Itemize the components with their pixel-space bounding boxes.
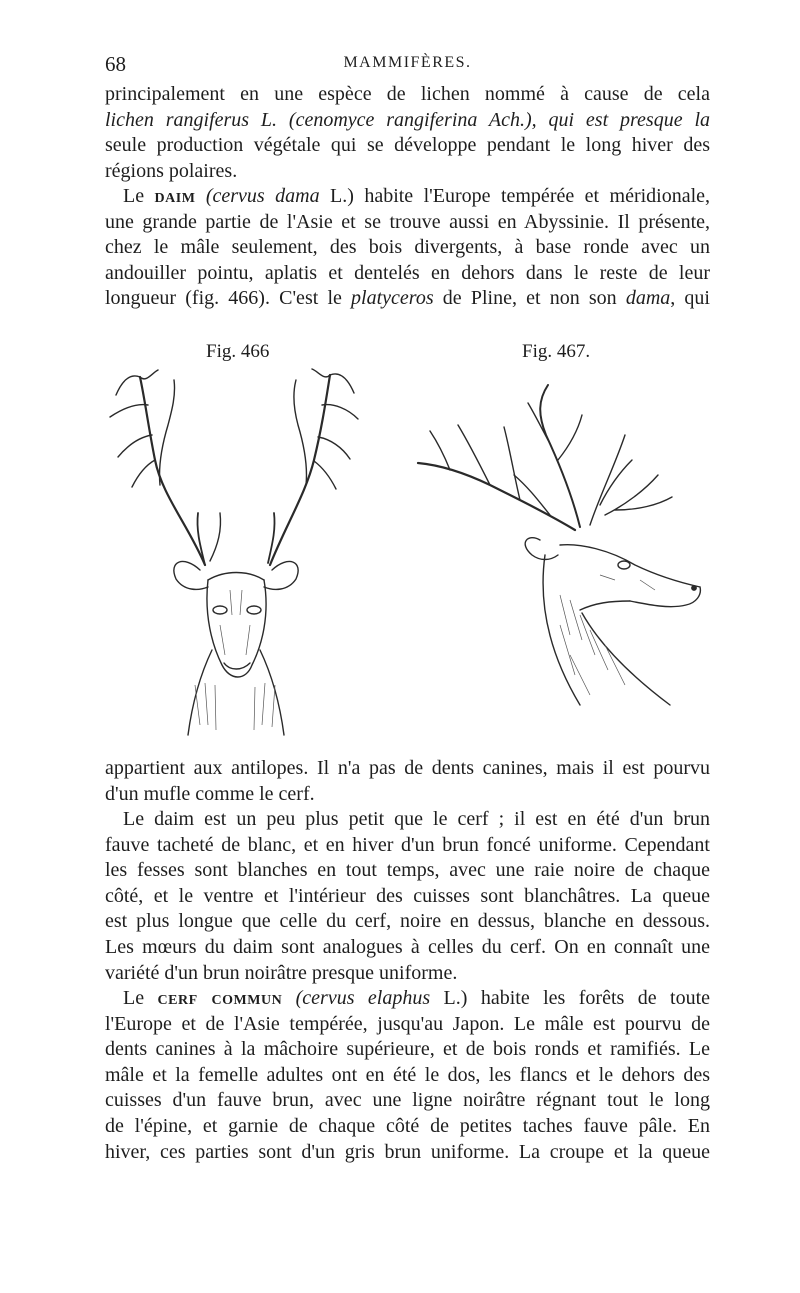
text-line: chez le mâle seulement, des bois divergents, à base ronde avec un (105, 236, 710, 259)
text-line: d'un mufle comme le cerf. (105, 782, 315, 805)
text-line: de l'épine, et garnie de chaque côté de petites taches fauve pâle. En (105, 1114, 710, 1137)
text-line: régions polaires. (105, 159, 238, 182)
text-line (105, 286, 710, 312)
text-line: l'Europe et de l'Asie tempérée, jusqu'au Japon. Le mâle est pourvu de (105, 1012, 710, 1035)
text-run: L.) habite l'Europe tempérée et méridionale, (319, 185, 711, 207)
text-line (105, 108, 710, 134)
text-line: fauve tacheté de blanc, et en hiver d'un brun foncé uniforme. Cependant (105, 833, 710, 856)
text-run: Le (123, 987, 158, 1009)
text-line: seule production végétale qui se développe pendant le long hiver des (105, 134, 710, 157)
text-run: de Pline, et non son (433, 287, 626, 310)
text-line: mâle et la femelle adultes ont en été le dos, les flancs et le dehors des (105, 1063, 710, 1086)
text-line: une grande partie de l'Asie et se trouve aussi en Abyssinie. Il présente, (105, 210, 710, 233)
text-line: principalement en une espèce de lichen nommé à cause de cela (105, 83, 710, 105)
paragraph-lichen (105, 82, 710, 184)
paragraph-daim (105, 184, 710, 312)
text-line: Les mœurs du daim sont analogues à celles du cerf. On en connaît une (105, 935, 710, 958)
species-name-daim: daim (154, 185, 196, 207)
text-line: Le daim est un peu plus petit que le cerf ; il est en été d'un brun (123, 808, 710, 830)
text-line: dents canines à la mâchoire supérieure, et de bois ronds et ramifiés. Le (105, 1038, 710, 1061)
red-deer-head-illustration (410, 365, 710, 715)
text-line: les fesses sont blanches en tout temps, avec une raie noire de chaque (105, 859, 710, 882)
fallow-deer-head-illustration (100, 365, 370, 740)
text-line: appartient aux antilopes. Il n'a pas de dents canines, mais il est pourvu (105, 757, 710, 779)
figure-466-caption: Fig. 466 (206, 341, 270, 362)
latin-name: (cervus dama (205, 185, 320, 207)
italic-text: lichen rangiferus L. (cenomyce rangiferina Ach.), qui est presque la (105, 108, 710, 131)
figure-467-caption: Fig. 467. (522, 341, 591, 362)
running-head: MAMMIFÈRES. (343, 54, 472, 71)
text-line (105, 986, 710, 1012)
paragraph-cerf-commun (105, 986, 710, 1165)
text-run: Le (123, 185, 155, 207)
species-name-cerf: cerf commun (157, 987, 283, 1009)
text-line: hiver, ces parties sont d'un gris brun uniforme. La croupe et la queue (105, 1140, 710, 1163)
latin-name: (cervus elaphus (282, 987, 431, 1009)
text-line: est plus longue que celle du cerf, noire en dessus, blanche en dessous. (105, 910, 710, 933)
text-run: longueur (fig. 466). C'est le (105, 287, 352, 310)
text-line: andouiller pointu, aplatis et dentelés en dehors dans le reste de leur (105, 261, 710, 284)
page-number: 68 (105, 52, 126, 76)
text-line: variété d'un brun noirâtre presque uniforme. (105, 961, 458, 984)
page-header (105, 52, 710, 78)
text-line: côté, et le ventre et l'intérieur des cuisses sont blanchâtres. La queue (105, 884, 710, 907)
text-line: cuisses d'un fauve brun, avec une ligne noirâtre régnant tout le long (105, 1089, 710, 1112)
paragraph-daim-description (105, 807, 710, 986)
paragraph-antilopes (105, 756, 710, 807)
italic-text: dama (625, 287, 671, 310)
text-run: L.) habite les forêts de toute (430, 987, 711, 1009)
text-line (105, 184, 710, 210)
text-run: , qui (670, 287, 710, 310)
italic-text: platyceros (351, 287, 434, 310)
